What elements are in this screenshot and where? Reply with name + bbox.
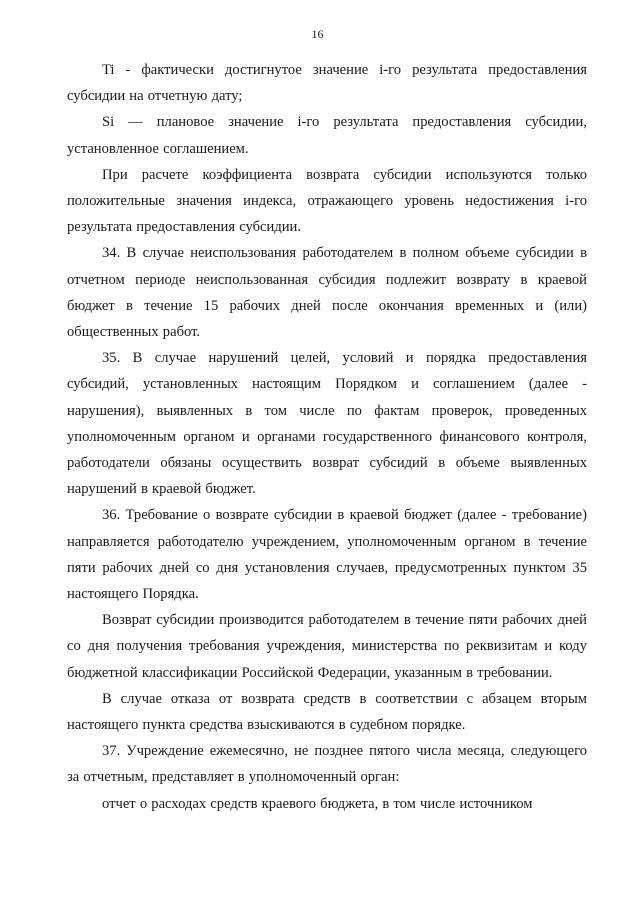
paragraph-item-34: 34. В случае неиспользования работодателем в полном объеме субсидии в отчетном периоде неиспользованная субсидия подлежит возврату в краевой бюджет в течение 15 рабочих дней после окончания временных и (или) общественных работ. xyxy=(67,245,587,341)
paragraph-refund-deadline: Возврат субсидии производится работодателем в течение пяти рабочих дней со дня получения требования учреждения, министерства по реквизитам и коду бюджетной классификации Российской Федерации, указанным в требовании. xyxy=(67,612,587,681)
paragraph-coefficient-note: При расчете коэффициента возврата субсидии используются только положительные значения индекса, отражающего уровень недостижения i-го результата предоставления субсидии. xyxy=(67,166,587,236)
paragraph-expense-report: отчет о расходах средств краевого бюджета, в том числе источником xyxy=(102,795,533,812)
paragraph-ti-definition: Ti - фактически достигнутое значение i-го результата предоставления субсидии на отчетную дату; xyxy=(67,62,587,105)
paragraph-item-35: 35. В случае нарушений целей, условий и порядка предоставления субсидий, установленных настоящим Порядком и соглашением (далее - нарушения), выявленных в том числе по фактам проверок, проведенных уполномоченным органом и органами государственного финансового контроля, работодатели обязаны осуществить возврат субсидий в объеме выявленных нарушений в краевой бюджет. xyxy=(67,350,587,498)
page-body xyxy=(67,57,587,817)
paragraph-si-definition: Si — плановое значение i-го результата предоставления субсидии, установленное соглашением. xyxy=(67,114,587,157)
paragraph-item-37: 37. Учреждение ежемесячно, не позднее пятого числа месяца, следующего за отчетным, представляет в уполномоченный орган: xyxy=(67,743,587,786)
paragraph-judicial-recovery: В случае отказа от возврата средств в соответствии с абзацем вторым настоящего пункта средства взыскиваются в судебном порядке. xyxy=(67,690,587,734)
page-number: 16 xyxy=(311,27,324,41)
paragraph-item-36: 36. Требование о возврате субсидии в краевой бюджет (далее - требование) направляется работодателю учреждением, уполномоченным органом в течение пяти рабочих дней со дня установления случаев, предусмотренных пунктом 35 настоящего Порядка. xyxy=(67,507,587,603)
